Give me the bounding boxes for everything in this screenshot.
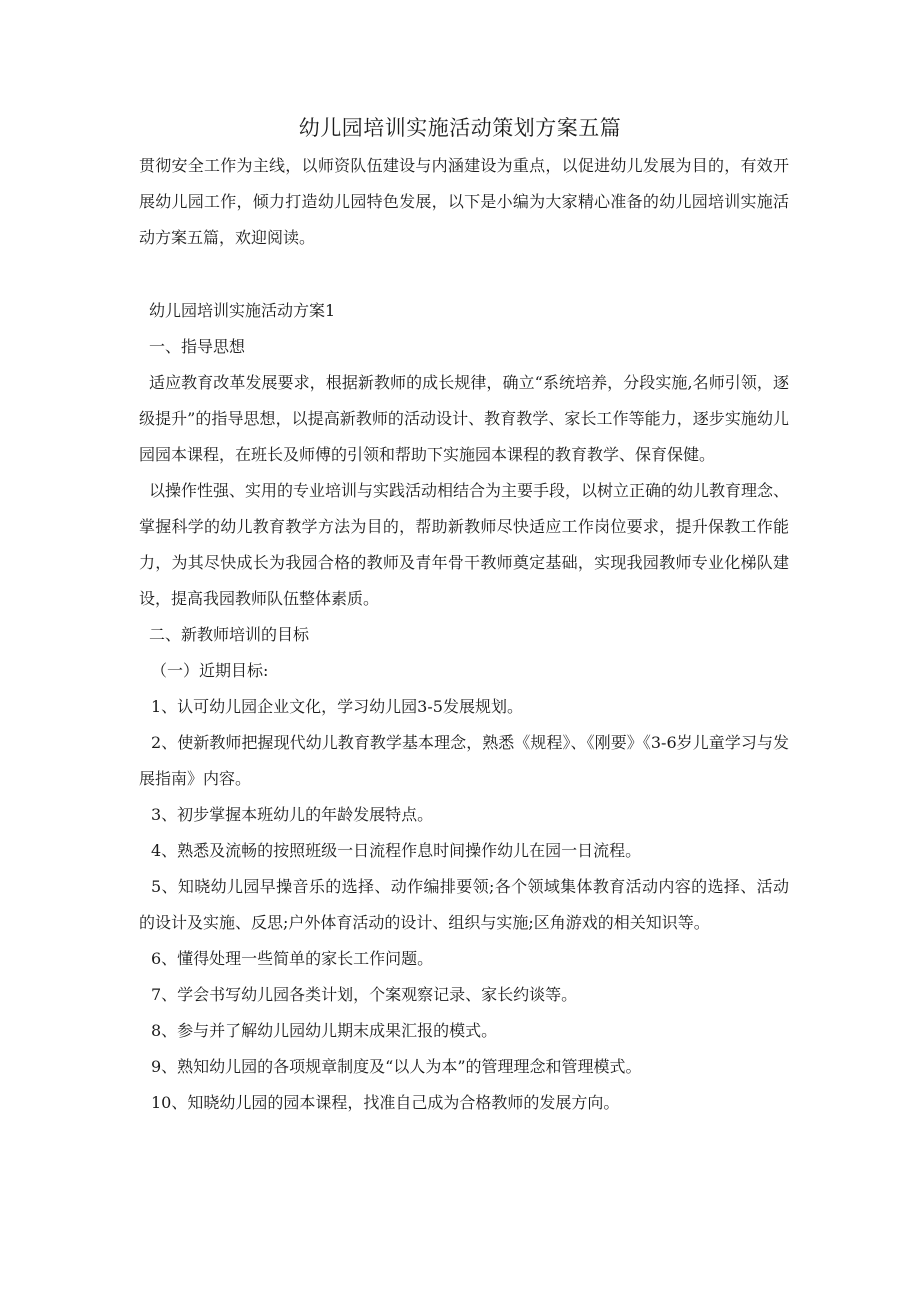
document-title: 幼儿园培训实施活动策划方案五篇 <box>298 116 622 140</box>
plan-heading: 幼儿园培训实施活动方案1 <box>149 301 336 320</box>
section-heading-guiding-thought: 一、指导思想 <box>149 337 246 356</box>
subsection-heading-near-term-goals: （一）近期目标: <box>151 661 269 680</box>
list-item: 4、熟悉及流畅的按照班级一日流程作息时间操作幼儿在园一日流程。 <box>151 841 642 860</box>
list-item: 5、知晓幼儿园早操音乐的选择、动作编排要领;各个领域集体教育活动内容的选择、活动的设计及实施、反思;户外体育活动的设计、组织与实施;区角游戏的相关知识等。 <box>139 877 789 932</box>
list-item: 3、初步掌握本班幼儿的年龄发展特点。 <box>151 805 434 824</box>
body-paragraph: 以操作性强、实用的专业培训与实践活动相结合为主要手段，以树立正确的幼儿教育理念、掌握科学的幼儿教育教学方法为目的，帮助新教师尽快适应工作岗位要求，提升保教工作能力，为其尽快成长为我园合格的教师及青年骨干教师奠定基础，实现我园教师专业化梯队建设，提高我园教师队伍整体素质。 <box>139 481 790 608</box>
list-item: 8、参与并了解幼儿园幼儿期末成果汇报的模式。 <box>151 1021 498 1040</box>
list-item: 6、懂得处理一些简单的家长工作问题。 <box>151 949 434 968</box>
list-item: 9、熟知幼儿园的各项规章制度及“以人为本”的管理理念和管理模式。 <box>151 1057 642 1076</box>
list-item: 10、知晓幼儿园的园本课程，找准自己成为合格教师的发展方向。 <box>151 1093 620 1112</box>
document-body <box>139 293 789 1121</box>
section-heading-training-goals: 二、新教师培训的目标 <box>149 625 310 644</box>
intro-paragraph: 贯彻安全工作为主线，以师资队伍建设与内涵建设为重点，以促进幼儿发展为目的，有效开展幼儿园工作，倾力打造幼儿园特色发展，以下是小编为大家精心准备的幼儿园培训实施活动方案五篇，欢迎阅读。 <box>139 156 789 247</box>
list-item: 2、使新教师把握现代幼儿教育教学基本理念，熟悉《规程》、《刚要》《3-6岁儿童学习与发展指南》内容。 <box>139 733 789 788</box>
list-item: 7、学会书写幼儿园各类计划，个案观察记录、家长约谈等。 <box>151 985 578 1004</box>
body-paragraph: 适应教育改革发展要求，根据新教师的成长规律，确立“系统培养，分段实施,名师引领，逐级提升”的指导思想，以提高新教师的活动设计、教育教学、家长工作等能力，逐步实施幼儿园园本课程，在班长及师傅的引领和帮助下实施园本课程的教育教学、保育保健。 <box>139 373 789 464</box>
list-item: 1、认可幼儿园企业文化，学习幼儿园3-5发展规划。 <box>151 697 523 716</box>
